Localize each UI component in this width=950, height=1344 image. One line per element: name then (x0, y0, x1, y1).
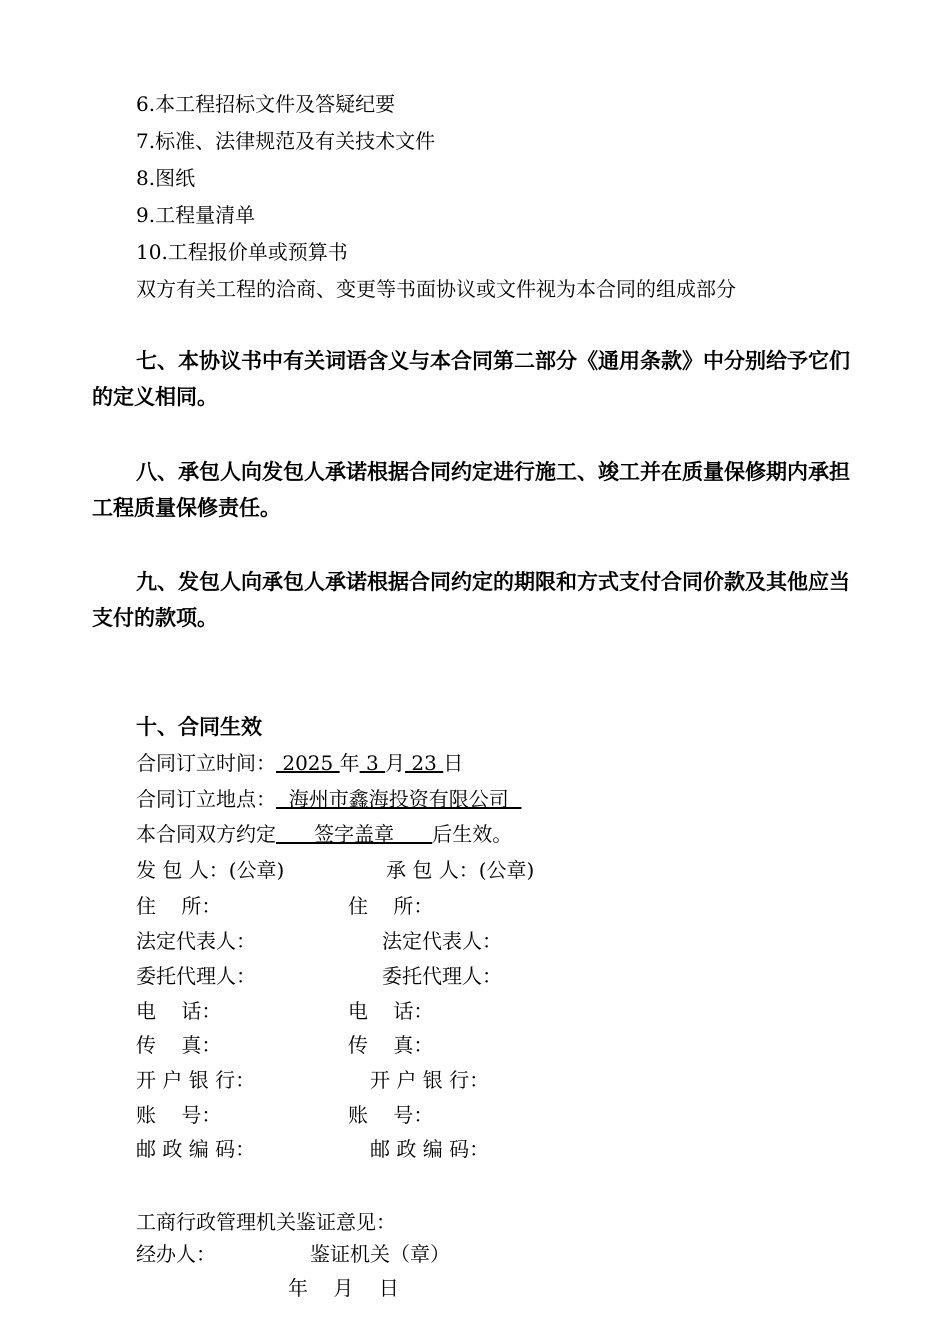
sign-year: 2025 (276, 751, 340, 775)
contractor-account-label: 账 号： (348, 1103, 434, 1127)
employer-agent-label: 委托代理人： (136, 964, 256, 988)
authority-seal-label: 鉴证机关（章） (310, 1242, 450, 1266)
section-8: 八、承包人向发包人承诺根据合同约定进行施工、竣工并在质量保修期内承担工程质量保修责任。 (92, 460, 850, 520)
sign-place-label: 合同订立地点： (136, 787, 276, 811)
list-item: 9.工程量清单 (136, 203, 256, 227)
employer-seal-label: 发 包 人：(公章) (136, 858, 285, 882)
year-unit: 年 (339, 751, 360, 775)
contractor-address-label: 住 所： (348, 894, 434, 918)
agreement-value: 签字盖章 (276, 822, 433, 846)
list-item: 7.标准、法律规范及有关技术文件 (136, 129, 436, 153)
sign-month: 3 (359, 751, 386, 775)
agreement-suffix: 后生效。 (432, 822, 513, 846)
contractor-phone-label: 电 话： (348, 999, 434, 1023)
day-unit: 日 (443, 751, 464, 775)
sign-date-label: 合同订立时间： (136, 751, 276, 775)
list-item: 6.本工程招标文件及答疑纪要 (136, 92, 396, 116)
list-item: 8.图纸 (136, 166, 196, 190)
agreement-line (136, 822, 512, 846)
contractor-legal-rep-label: 法定代表人： (382, 929, 502, 953)
sign-place-value: 海州市鑫海投资有限公司 (276, 787, 522, 811)
sign-day: 23 (405, 751, 444, 775)
verification-date: 年 月 日 (288, 1276, 399, 1300)
agreement-prefix: 本合同双方约定 (136, 822, 276, 846)
employer-phone-label: 电 话： (136, 999, 222, 1023)
contractor-postcode-label: 邮 政 编 码： (370, 1137, 490, 1161)
handler-label: 经办人： (136, 1242, 216, 1266)
employer-fax-label: 传 真： (136, 1033, 222, 1057)
employer-bank-label: 开 户 银 行： (136, 1068, 256, 1092)
contractor-bank-label: 开 户 银 行： (370, 1068, 490, 1092)
employer-address-label: 住 所： (136, 894, 222, 918)
section-10-title: 十、合同生效 (136, 715, 262, 739)
section-7: 七、本协议书中有关词语含义与本合同第二部分《通用条款》中分别给予它们的定义相同。 (92, 349, 850, 409)
employer-legal-rep-label: 法定代表人： (136, 929, 256, 953)
contractor-agent-label: 委托代理人： (382, 964, 502, 988)
employer-postcode-label: 邮 政 编 码： (136, 1137, 256, 1161)
contractor-fax-label: 传 真： (348, 1033, 434, 1057)
list-item: 10.工程报价单或预算书 (136, 240, 348, 264)
list-item: 双方有关工程的洽商、变更等书面协议或文件视为本合同的组成部分 (136, 277, 736, 301)
section-9: 九、发包人向承包人承诺根据合同约定的期限和方式支付合同价款及其他应当支付的款项。 (92, 570, 850, 630)
verification-title: 工商行政管理机关鉴证意见： (136, 1210, 396, 1234)
contractor-seal-label: 承 包 人：(公章) (386, 858, 535, 882)
employer-account-label: 账 号： (136, 1103, 222, 1127)
sign-date-line (136, 751, 463, 775)
month-unit: 月 (385, 751, 406, 775)
sign-place-line (136, 787, 521, 811)
